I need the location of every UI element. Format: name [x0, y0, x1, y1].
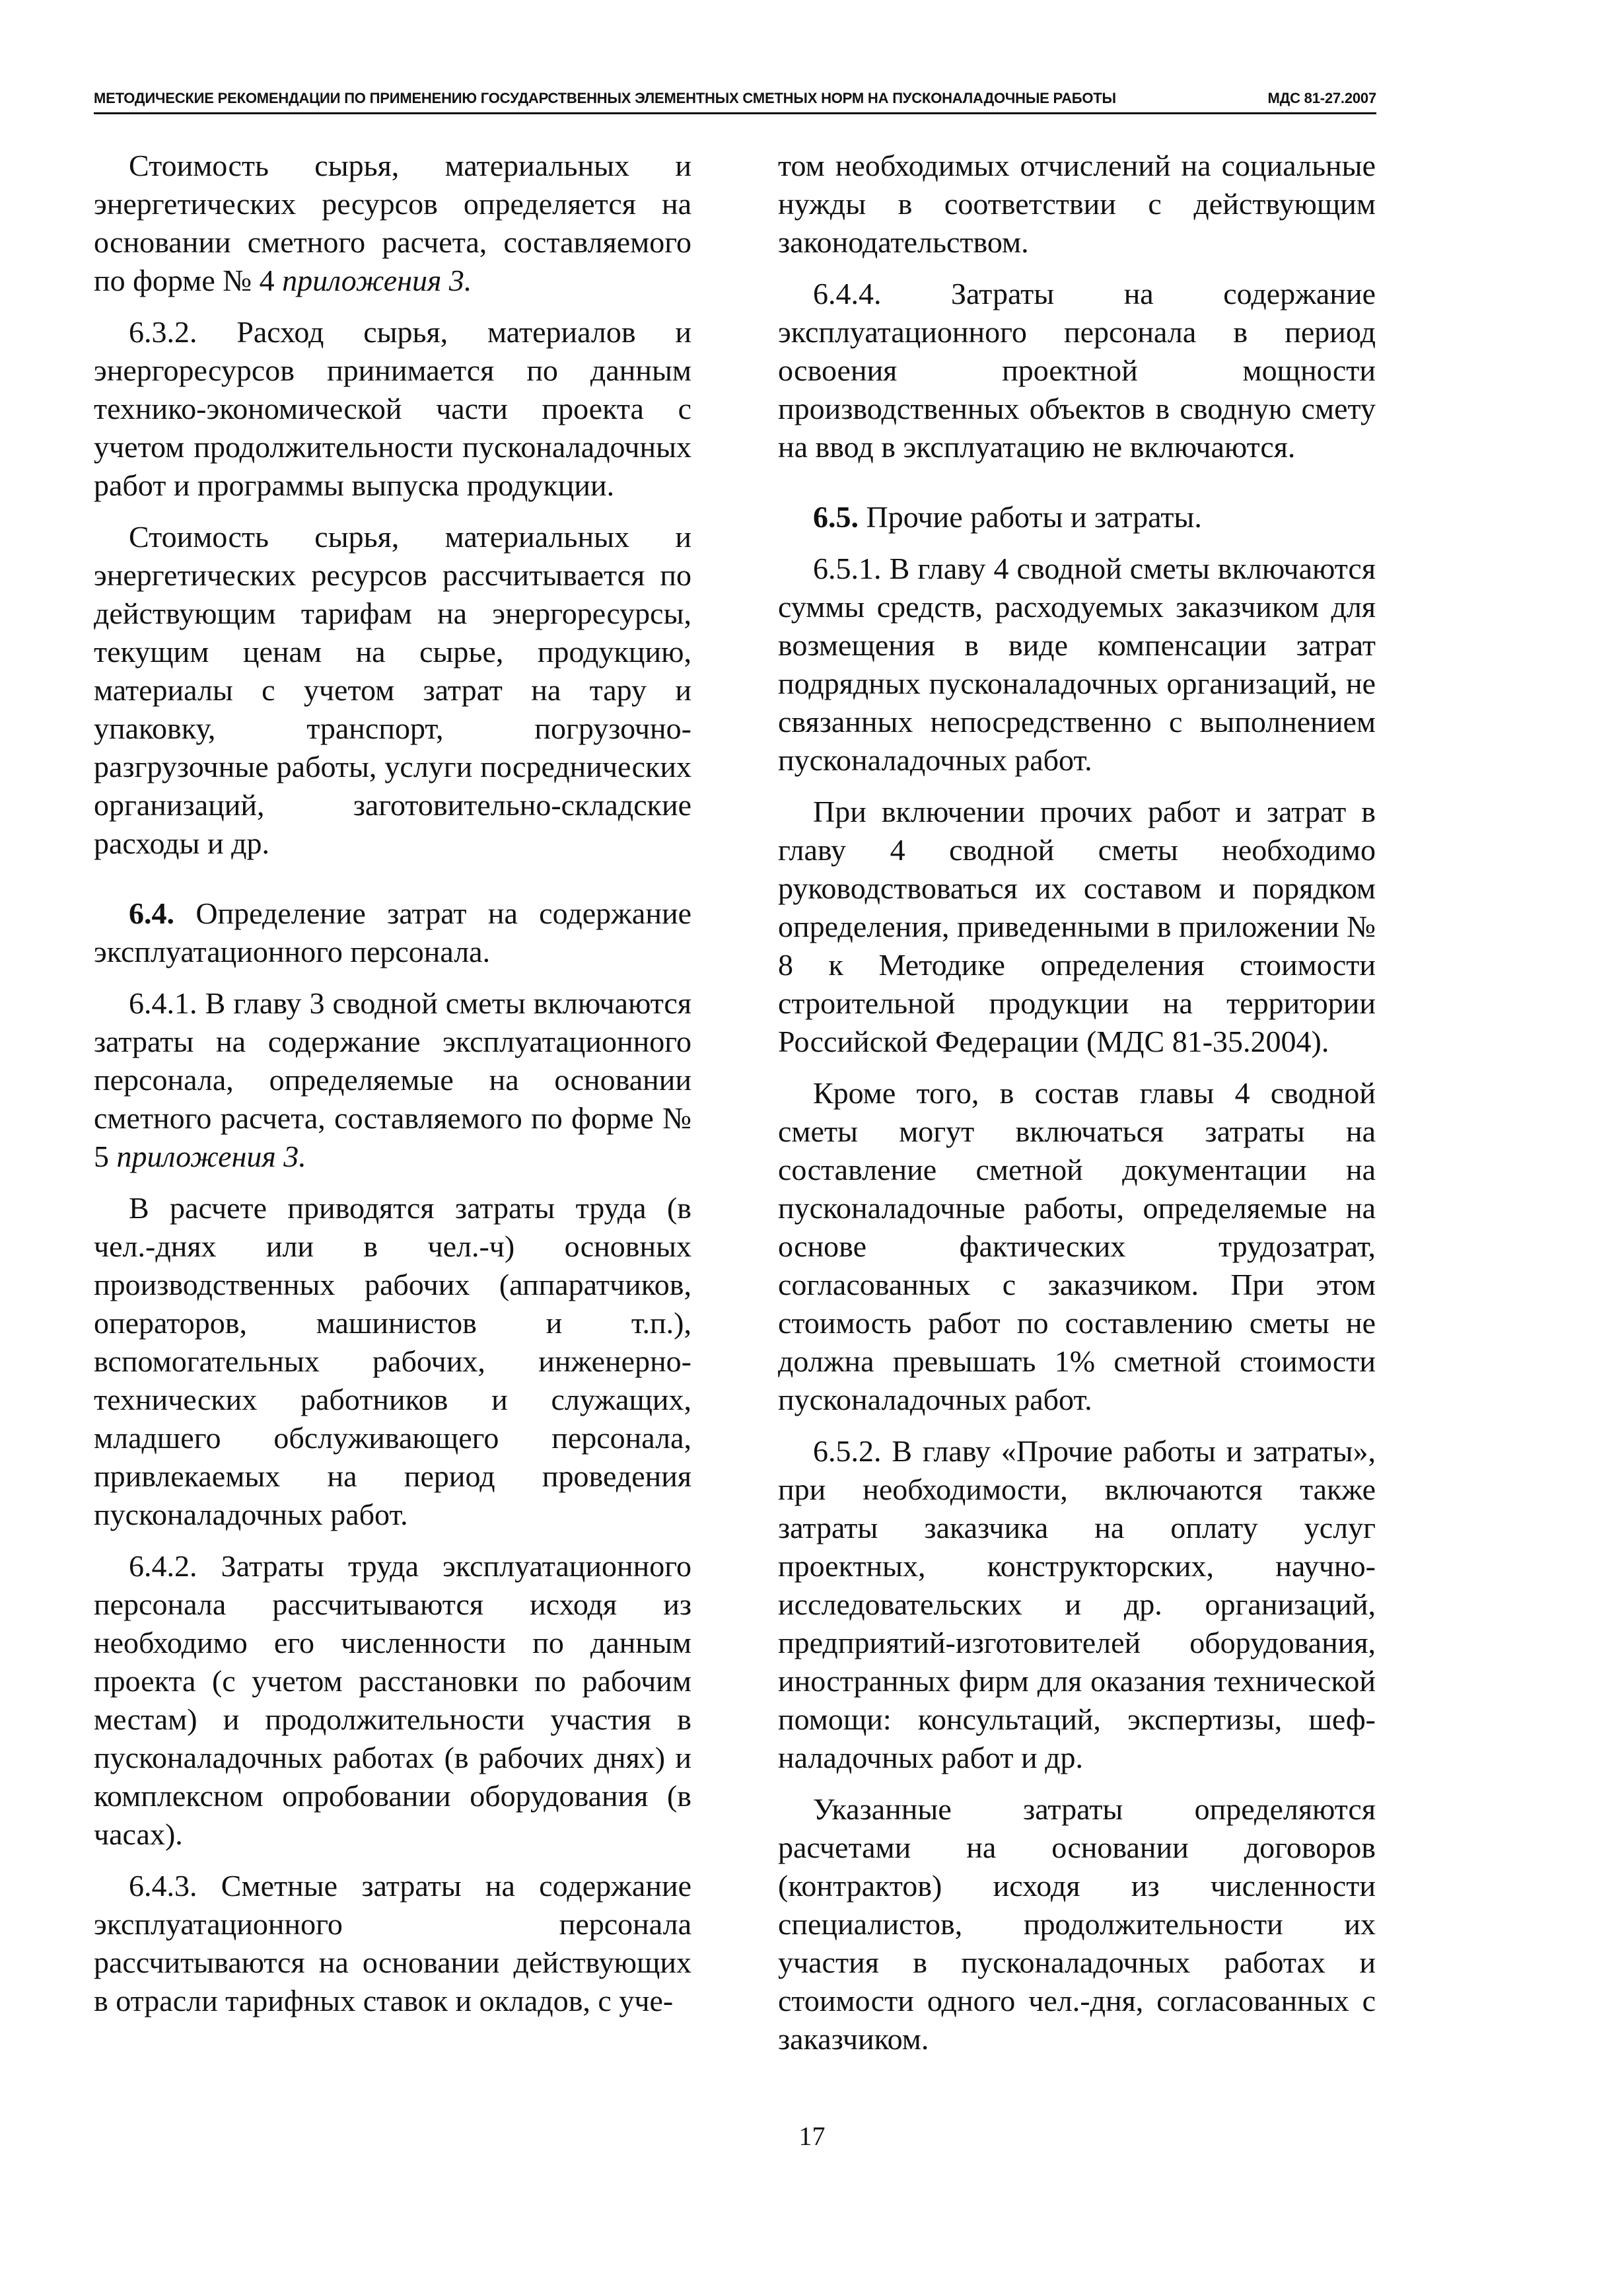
paragraph-6-5-2: 6.5.2. В главу «Прочие работы и затраты», при необходимости, включаются также затраты заказчика на оплату услуг проектных, конструкторских, научно-исследовательских и др. организаций, предприятий-изготовителей оборудования, иностранных фирм для оказания технической помощи: консультаций, экспертизы, шеф-наладочных работ и др. — [778, 1434, 1376, 1774]
paragraph-labor-costs: В расчете приводятся затраты труда (в чел.-днях или в чел.-ч) основных производственных рабочих (аппаратчиков, операторов, машинистов и т.п.), вспомогательных рабочих, инженерно-технических работников и служащих, младшего обслуживающего персонала, привлекаемых на период проведения пусконаладочных работ. — [94, 1191, 691, 1531]
header-document-code: МДС 81-27.2007 — [1267, 90, 1376, 106]
paragraph-6-4-4: 6.4.4. Затраты на содержание эксплуатационного персонала в период освоения проектной мощности производственных объектов в сводную смету на ввод в эксплуатацию не включаются. — [778, 277, 1376, 464]
paragraph-contract-costs: Указанные затраты определяются расчетами на основании договоров (контрактов) исходя из численности специалистов, продолжительности их участия в пусконаладочных работах и стоимости одного чел.-дня, согласованных с заказчиком. — [778, 1792, 1376, 2056]
section-number: 6.5. — [813, 500, 859, 534]
paragraph-other-costs-inclusion: При включении прочих работ и затрат в главу 4 сводной сметы необходимо руководствоваться их составом и порядком определения, приведенными в приложении № 8 к Методике определения стоимости строительной продукции на территории Российской Федерации (МДС 81-35.2004). — [778, 795, 1376, 1058]
left-column — [94, 147, 691, 2033]
paragraph-resource-pricing: Стоимость сырья, материальных и энергетических ресурсов рассчитывается по действующим тарифам на энергоресурсы, текущим ценам на сырье, продукцию, материалы с учетом затрат на тару и упаковку, транспорт, погрузочно-разгрузочные работы, услуги посреднических организаций, заготовительно-складские расходы и др. — [94, 520, 691, 860]
paragraph-6-3-2: 6.3.2. Расход сырья, материалов и энергоресурсов принимается по данным технико-экономической части проекта с учетом продолжительности пусконаладочных работ и программы выпуска продукции. — [94, 315, 691, 502]
page-number: 17 — [798, 2121, 826, 2151]
appendix-reference: приложения 3. — [282, 264, 472, 297]
header-rule — [94, 112, 1376, 114]
paragraph-6-4-3: 6.4.3. Сметные затраты на содержание эксплуатационного персонала рассчитываются на основании действующих в отрасли тарифных ставок и окладов, с уче- — [94, 1869, 691, 2017]
paragraph-6-4-1: 6.4.1. В главу 3 сводной сметы включаются затраты на содержание эксплуатационного персонала, определяемые на основании сметного расчета, составляемого по форме № 5 приложения 3. — [94, 986, 691, 1173]
section-heading-6-5: 6.5. Прочие работы и затраты. — [813, 500, 1202, 534]
paragraph-raw-materials-cost: Стоимость сырья, материальных и энергетических ресурсов определяется на основании сметного расчета, составляемого по форме № 4 приложения 3. — [94, 149, 691, 297]
paragraph-continuation: том необходимых отчислений на социальные нужды в соответствии с действующим законодательством. — [778, 149, 1376, 259]
right-column — [778, 147, 1376, 2072]
section-number: 6.4. — [129, 896, 174, 930]
appendix-reference: приложения 3. — [116, 1140, 306, 1173]
paragraph-6-4-2: 6.4.2. Затраты труда эксплуатационного персонала рассчитываются исходя из необходимо его численности по данным проекта (с учетом расстановки по рабочим местам) и продолжительности участия в пусконаладочных работах (в рабочих днях) и комплексном опробовании оборудования (в часах). — [94, 1549, 691, 1851]
paragraph-estimate-documentation: Кроме того, в состав главы 4 сводной сметы могут включаться затраты на составление сметной документации на пусконаладочные работы, определяемые на основе фактических трудозатрат, согласованных с заказчиком. При этом стоимость работ по составлению сметы не должна превышать 1% сметной стоимости пусконаладочных работ. — [778, 1076, 1376, 1416]
section-heading-6-4: 6.4. Определение затрат на содержание эксплуатационного персонала. — [94, 896, 691, 968]
paragraph-6-5-1: 6.5.1. В главу 4 сводной сметы включаются суммы средств, расходуемых заказчиком для возмещения в виде компенсации затрат подрядных пусконаладочных организаций, не связанных непосредственно с выполнением пусконаладочных работ. — [778, 552, 1376, 777]
running-header — [94, 90, 1376, 107]
header-title: МЕТОДИЧЕСКИЕ РЕКОМЕНДАЦИИ ПО ПРИМЕНЕНИЮ ГОСУДАРСТВЕННЫХ ЭЛЕМЕНТНЫХ СМЕТНЫХ НОРМ НА ПУСКОНАЛАДОЧНЫЕ РАБОТЫ — [94, 90, 1116, 106]
